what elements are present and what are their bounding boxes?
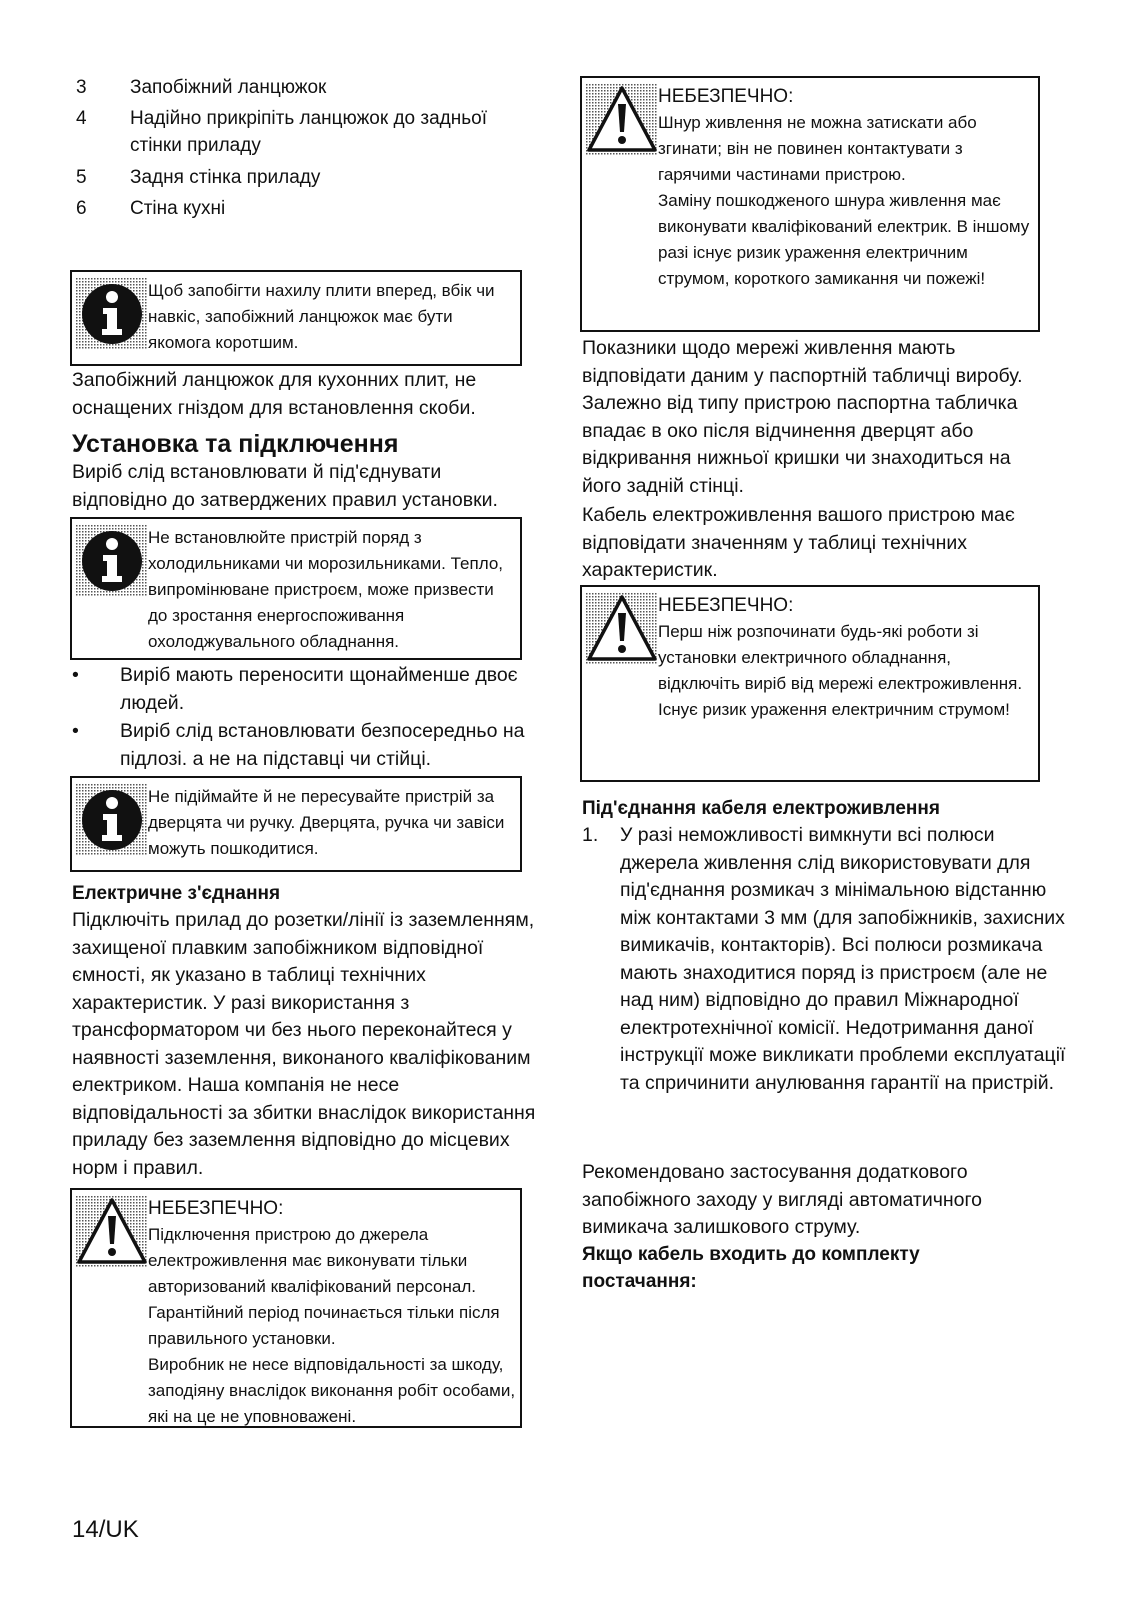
danger-title: НЕБЕЗПЕЧНО: xyxy=(658,86,794,107)
danger-title: НЕБЕЗПЕЧНО: xyxy=(148,1198,284,1219)
heading-installation: Установка та підключення xyxy=(72,430,399,458)
danger-box-cord xyxy=(580,76,1040,332)
paragraph-ratings: Показники щодо мережі живлення мають відповідати даним у паспортній табличці виробу. Залежно від типу пристрою паспортна табличка впадає в око після відчинення дверцят або відкривання нижньої кришки чи знаходиться на його задній стінці. xyxy=(582,337,1023,497)
info-box-text: Щоб запобігти нахилу плити вперед, вбік чи навкіс, запобіжний ланцюжок має бути якомога коротшим. xyxy=(148,281,495,352)
paragraph-rcd: Рекомендовано застосування додаткового запобіжного заходу у вигляді автоматичного вимикача залишкового струму. xyxy=(582,1161,983,1238)
info-box-lifting xyxy=(70,776,522,872)
danger-box-disconnect xyxy=(580,585,1040,782)
info-box-refrigerator xyxy=(70,517,522,660)
warning-icon xyxy=(586,593,658,665)
danger-box-connection xyxy=(70,1188,522,1428)
paragraph-electrical: Підключіть прилад до розетки/лінії із заземленням, захищеної плавким запобіжником відповідної ємності, як указано в таблиці технічних характеристик. У разі використання з трансформатором чи без нього переконайтеся у наявності заземлення, виконаного кваліфікованим електриком. Наша компанія не несе відповідальності за збитки внаслідок використання приладу без заземлення відповідно до місцевих норм і правил. xyxy=(72,909,536,1179)
danger-box-text: НЕБЕЗПЕЧНО: Перш ніж розпочинати будь-які роботи зі установки електричного обладнання, відключіть виріб від мережі електроживлення. Існує ризик ураження електричним струмом! xyxy=(658,593,1034,723)
heading-electrical: Електричне з'єднання xyxy=(72,883,281,904)
info-box-text: Не підіймайте й не пересувайте пристрій за дверцята чи ручку. Дверцята, ручка чи завіси можуть пошкодитися. xyxy=(148,787,505,858)
info-icon xyxy=(76,784,148,856)
paragraph-chain: Запобіжний ланцюжок для кухонних плит, не оснащених гніздом для встановлення скоби. xyxy=(72,369,477,419)
paragraph-cable: Кабель електроживлення вашого пристрою має відповідати значенням у таблиці технічних характеристик. xyxy=(582,504,1015,581)
bullet-item: • Виріб слід встановлювати безпосередньо на підлозі. а не на підставці чи стійці. xyxy=(72,720,525,770)
page-number: 14/UK xyxy=(72,1516,139,1543)
danger-box-text: НЕБЕЗПЕЧНО: Шнур живлення не можна затискати або згинати; він не повинен контактувати з гарячими частинами пристрою. Заміну пошкодженого шнура живлення має виконувати кваліфікований електрик. В іншому разі існує ризик ураження електричним струмом, короткого замикання чи пожежі! xyxy=(658,84,1034,292)
bullet-item: • Виріб мають переносити щонайменше двоє людей. xyxy=(72,664,518,714)
danger-box-text: НЕБЕЗПЕЧНО: Підключення пристрою до джерела електроживлення має виконувати тільки авторизований кваліфікований персонал. Гарантійний період починається тільки після правильного установки. Виробник не несе відповідальності за шкоду, заподіяну внаслідок виконання робіт особами, які на це не уповноважені. xyxy=(148,1198,516,1426)
warning-icon xyxy=(586,84,658,156)
heading-cable-supplied: Якщо кабель входить до комплекту постачання: xyxy=(582,1244,920,1292)
ordered-list-item: 1. У разі неможливості вимкнути всі полюси джерела живлення слід використовувати для під'єднання розмикач з мінімальною відстанню між контактами 3 мм (для запобіжників, захисних вимикачів, контакторів). Всі полюси розмикача мають знаходитися поряд із пристроєм (але не над ним) відповідно до правил Міжнародної електротехнічної комісії. Недотримання даної інструкції може викликати проблеми експлуатації та спричинити анулювання гарантії на пристрій. xyxy=(582,824,1066,1094)
info-icon xyxy=(76,278,148,350)
info-icon xyxy=(76,525,148,597)
danger-title: НЕБЕЗПЕЧНО: xyxy=(658,595,794,616)
info-box-chain xyxy=(70,270,522,366)
figure-legend: 3 Запобіжний ланцюжок 4 Надійно прикріпіть ланцюжок до задньої стінки приладу 5 Задня стінка приладу 6 Стіна кухні xyxy=(76,77,487,219)
info-box-text: Не встановлюйте пристрій поряд з холодильниками чи морозильниками. Тепло, випромінюване пристроєм, може призвести до зростання енергоспоживання охолоджувального обладнання. xyxy=(148,528,503,651)
warning-icon xyxy=(76,1196,148,1268)
heading-cable-connection: Під'єднання кабеля електроживлення xyxy=(582,798,940,819)
paragraph-installation: Виріб слід встановлювати й під'єднувати відповідно до затверджених правил установки. xyxy=(72,461,498,511)
